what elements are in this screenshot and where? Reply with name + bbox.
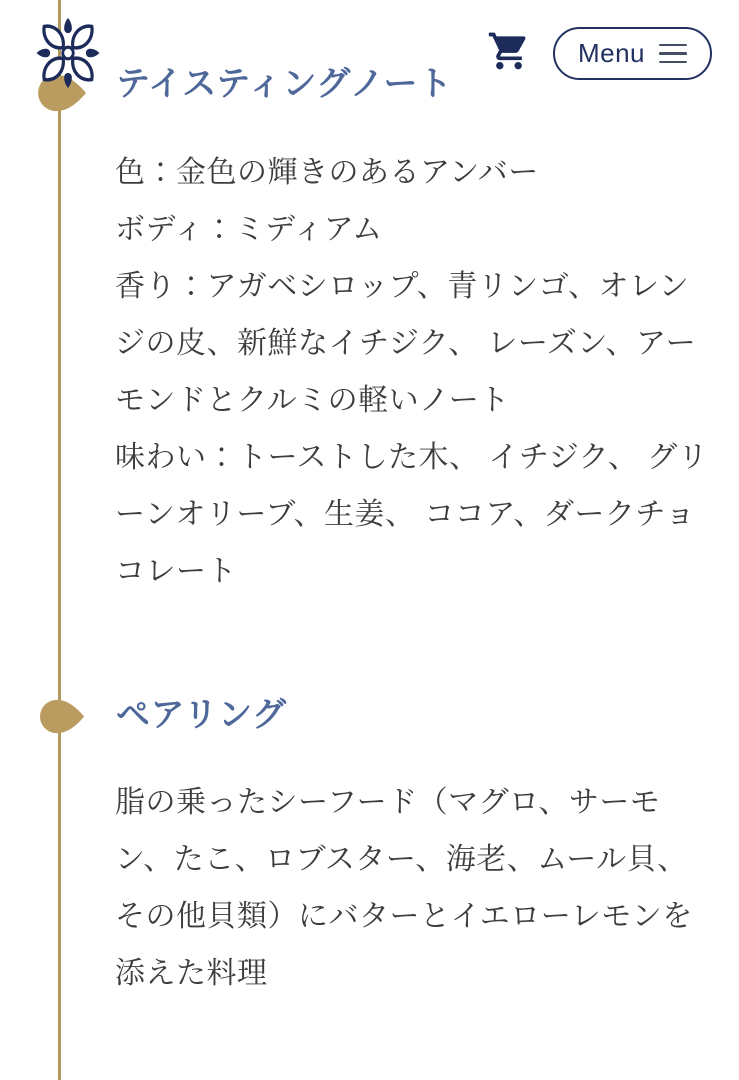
text-line-taste-1: 味わい：トーストした木、 イチジク、 グリ — [115, 441, 709, 474]
vertical-accent-line — [58, 0, 61, 1080]
brand-flower-logo-icon[interactable] — [33, 14, 103, 92]
pairing-text — [115, 774, 693, 1002]
text-line-color: 色：金色の輝きのあるアンバー — [115, 156, 539, 189]
text-line-aroma-3: モンドとクルミの軽いノート — [115, 384, 510, 417]
text-line-pairing-3: その他貝類）にバターとイエローレモンを — [115, 900, 693, 933]
gold-drop-marker-icon — [38, 699, 87, 734]
text-line-aroma-2: ジの皮、新鮮なイチジク、 レーズン、アー — [115, 327, 697, 360]
text-line-pairing-4: 添えた料理 — [115, 957, 268, 990]
menu-button[interactable] — [553, 27, 712, 80]
text-line-pairing-2: ン、たこ、ロブスター、海老、ムール貝、 — [115, 843, 688, 876]
text-line-pairing-1: 脂の乗ったシーフード（マグロ、サーモ — [115, 786, 661, 819]
hamburger-icon — [659, 44, 687, 64]
tasting-notes-text — [115, 144, 708, 600]
text-line-taste-2: ーンオリーブ、生姜、 ココア、ダークチョ — [115, 498, 696, 531]
menu-button-label: Menu — [577, 38, 646, 68]
text-line-taste-3: コレート — [115, 555, 237, 588]
section-title-tasting-notes: テイスティングノート — [116, 65, 453, 103]
text-line-aroma-1: 香り：アガベシロップ、青リンゴ、オレン — [115, 270, 690, 303]
section-title-pairing: ペアリング — [116, 696, 287, 734]
shopping-cart-icon[interactable] — [487, 29, 531, 73]
text-line-body: ボディ：ミディアム — [115, 213, 383, 246]
